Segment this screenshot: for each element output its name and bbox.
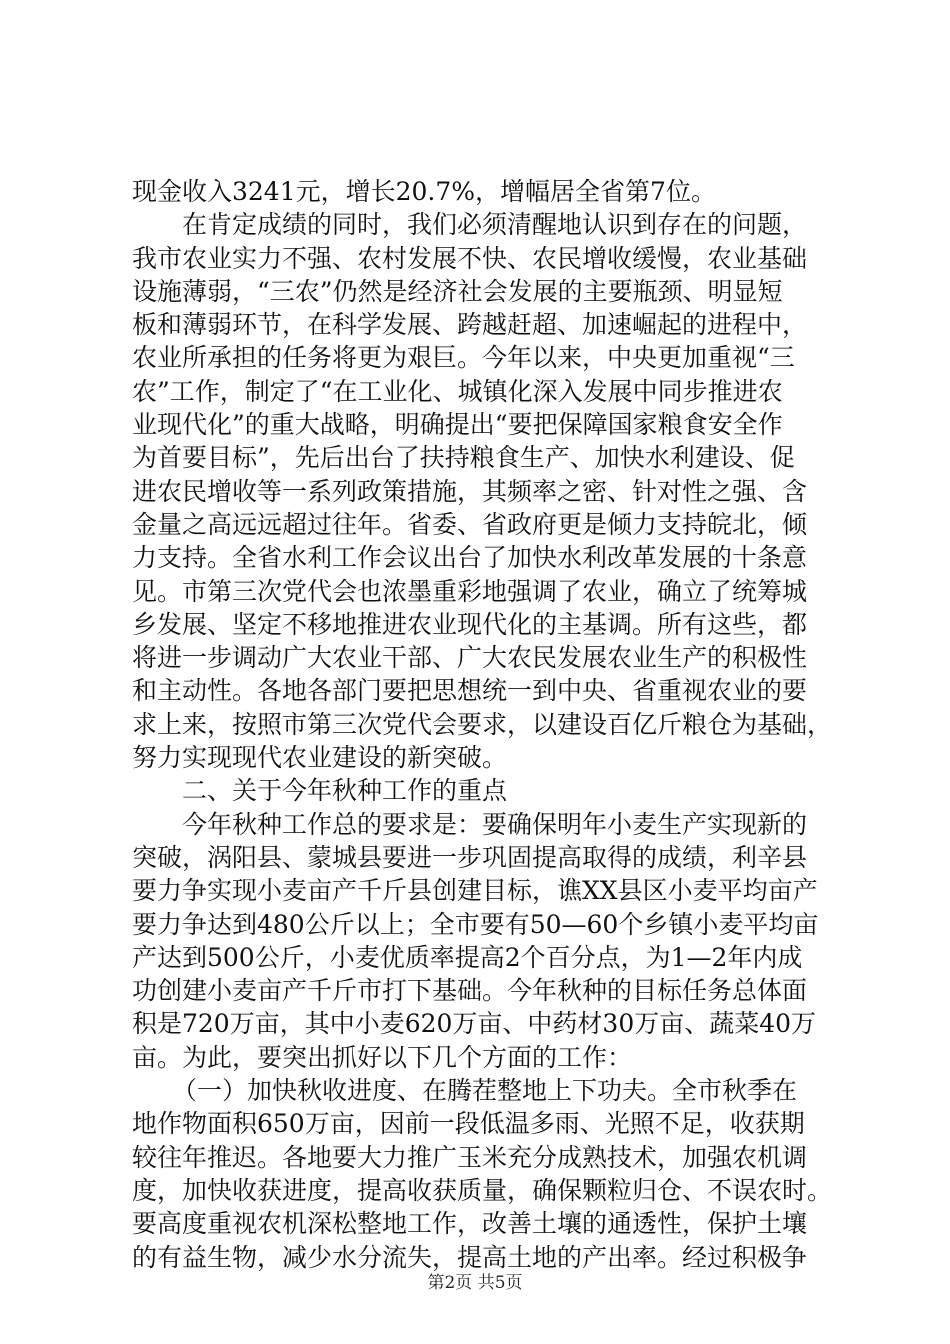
- text-line: 金量之高远远超过往年。省委、省政府更是倾力支持皖北，倾: [132, 509, 808, 539]
- section-heading: 二、关于今年秋种工作的重点: [182, 776, 508, 806]
- text-line: 努力实现现代农业建设的新突破。: [132, 743, 508, 773]
- text-line: （一）加快秋收进度、在腾茬整地上下功夫。全市秋季在: [172, 1076, 798, 1106]
- text-line: 要力争实现小麦亩产千斤县创建目标，谯XX县区小麦平均亩产: [132, 876, 818, 906]
- text-line: 现金收入3241元，增长20.7%，增幅居全省第7位。: [132, 177, 716, 206]
- text-line: 进农民增收等一系列政策措施，其频率之密、针对性之强、含: [132, 476, 808, 506]
- text-line: 突破，涡阳县、蒙城县要进一步巩固提高取得的成绩，利辛县: [132, 842, 808, 872]
- text-line: 积是720万亩，其中小麦620万亩、中药材30万亩、蔬菜40万: [132, 1009, 817, 1039]
- text-line: 农”工作，制定了“在工业化、城镇化深入发展中同步推进农: [132, 376, 783, 406]
- text-line: 我市农业实力不强、农村发展不快、农民增收缓慢，农业基础: [132, 243, 808, 273]
- text-line: 乡发展、坚定不移地推进农业现代化的主基调。所有这些，都: [132, 609, 808, 639]
- text-line: 的有益生物，减少水分流失，提高土地的产出率。经过积极争: [132, 1242, 808, 1272]
- text-line: 将进一步调动广大农业干部、广大农民发展农业生产的积极性: [132, 643, 808, 673]
- text-line: 较往年推迟。各地要大力推广玉米充分成熟技术，加强农机调: [132, 1142, 808, 1172]
- text-line: 要力争达到480公斤以上；全市要有50—60个乡镇小麦平均亩: [132, 909, 819, 939]
- text-line: 功创建小麦亩产千斤市打下基础。今年秋种的目标任务总体面: [132, 976, 808, 1006]
- text-line: 度，加快收获进度，提高收获质量，确保颗粒归仓、不误农时。: [132, 1175, 833, 1205]
- text-line: 业现代化”的重大战略，明确提出“要把保障国家粮食安全作: [132, 410, 783, 440]
- text-line: 今年秋种工作总的要求是：要确保明年小麦生产实现新的: [182, 809, 808, 839]
- text-line: 板和薄弱环节，在科学发展、跨越赶超、加速崛起的进程中，: [132, 310, 808, 340]
- document-body: [132, 175, 852, 1274]
- text-line: 要高度重视农机深松整地工作，改善土壤的通透性，保护土壤: [132, 1209, 808, 1239]
- text-line: 农业所承担的任务将更为艰巨。今年以来，中央更加重视“三: [132, 343, 795, 373]
- text-line: 见。市第三次党代会也浓墨重彩地强调了农业，确立了统筹城: [132, 576, 808, 606]
- text-line: 在肯定成绩的同时，我们必须清醒地认识到存在的问题，: [182, 210, 808, 240]
- text-line: 亩。为此，要突出抓好以下几个方面的工作：: [132, 1042, 633, 1072]
- text-line: 力支持。全省水利工作会议出台了加快水利改革发展的十条意: [132, 543, 808, 573]
- text-line: 地作物面积650万亩，因前一段低温多雨、光照不足，收获期: [132, 1109, 805, 1139]
- page-number-footer: 第2页 共5页: [427, 1273, 523, 1293]
- text-line: 产达到500公斤，小麦优质率提高2个百分点，为1—2年内成: [132, 942, 803, 972]
- text-line: 设施薄弱，“三农”仍然是经济社会发展的主要瓶颈、明显短: [132, 276, 783, 306]
- text-line: 为首要目标”，先后出台了扶持粮食生产、加快水利建设、促: [132, 443, 795, 473]
- text-line: 求上来，按照市第三次党代会要求，以建设百亿斤粮仓为基础，: [132, 709, 833, 739]
- text-line: 和主动性。各地各部门要把思想统一到中央、省重视农业的要: [132, 676, 808, 706]
